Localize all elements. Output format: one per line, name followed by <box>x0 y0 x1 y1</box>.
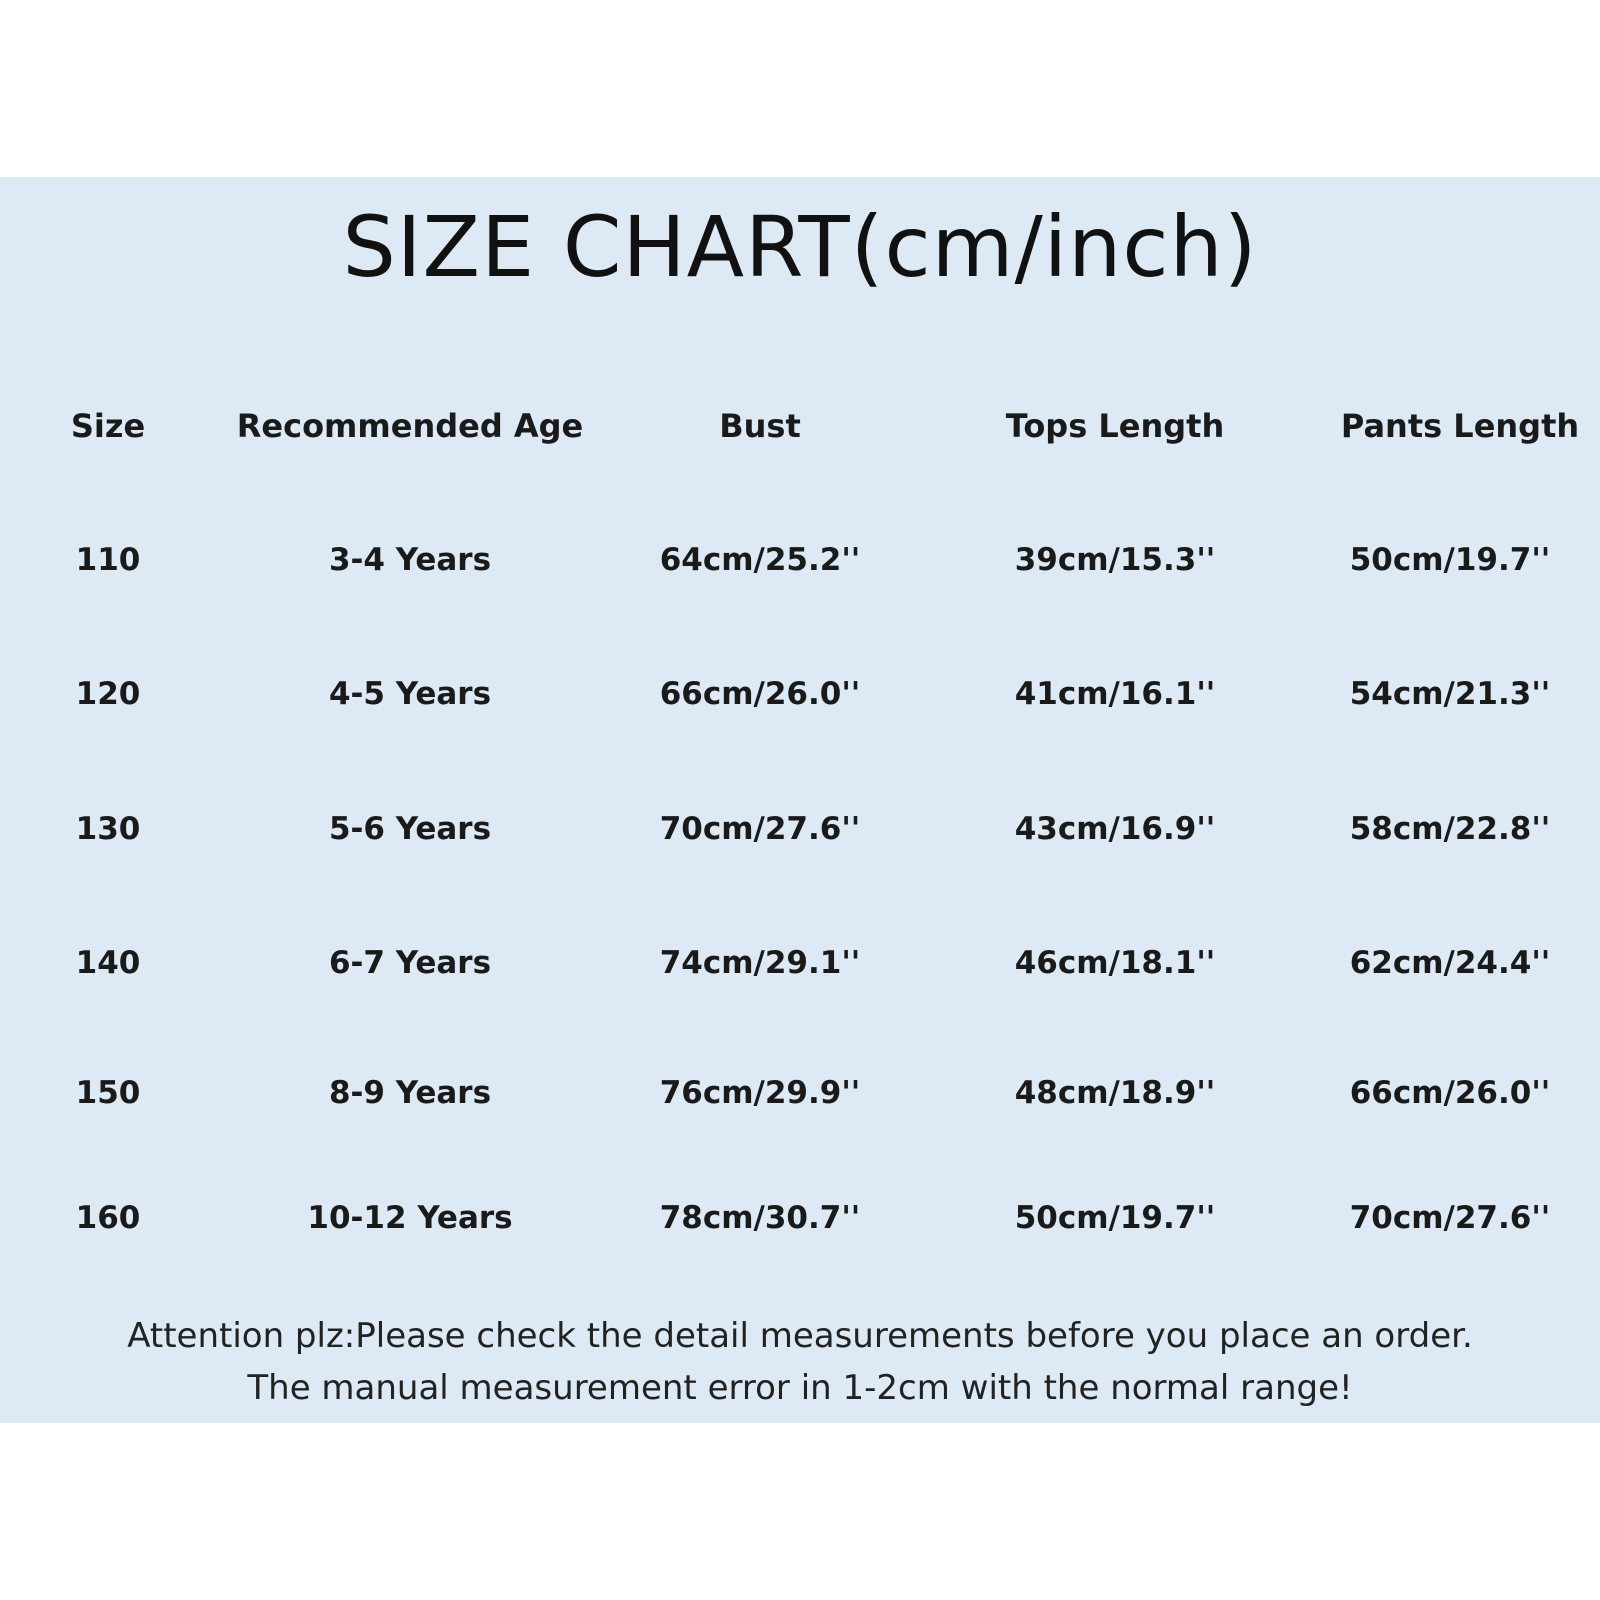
table-row <box>0 1188 1600 1248</box>
cell-tops-length: 43cm/16.9'' <box>1014 811 1216 847</box>
cell-tops-length: 41cm/16.1'' <box>1014 676 1216 712</box>
cell-tops-length: 48cm/18.9'' <box>1014 1075 1216 1111</box>
table-row <box>0 530 1600 590</box>
cell-bust: 70cm/27.6'' <box>659 811 861 847</box>
table-row <box>0 664 1600 724</box>
table-row <box>0 799 1600 859</box>
measurement-error-note: The manual measurement error in 1-2cm with the normal range! <box>247 1368 1353 1408</box>
cell-bust: 78cm/30.7'' <box>659 1200 861 1236</box>
cell-size: 150 <box>75 1075 141 1111</box>
cell-bust: 64cm/25.2'' <box>659 542 861 578</box>
table-header-row <box>0 396 1600 456</box>
cell-bust: 74cm/29.1'' <box>659 945 861 981</box>
cell-age: 5-6 Years <box>328 811 492 847</box>
cell-size: 110 <box>75 542 141 578</box>
cell-tops-length: 50cm/19.7'' <box>1014 1200 1216 1236</box>
cell-size: 160 <box>75 1200 141 1236</box>
cell-tops-length: 39cm/15.3'' <box>1014 542 1216 578</box>
cell-pants-length: 54cm/21.3'' <box>1349 676 1551 712</box>
cell-age: 10-12 Years <box>307 1200 513 1236</box>
cell-bust: 76cm/29.9'' <box>659 1075 861 1111</box>
cell-age: 4-5 Years <box>328 676 492 712</box>
cell-pants-length: 62cm/24.4'' <box>1349 945 1551 981</box>
cell-pants-length: 70cm/27.6'' <box>1349 1200 1551 1236</box>
size-chart-title: SIZE CHART(cm/inch) <box>342 198 1258 296</box>
header-tops-length: Tops Length <box>1005 407 1225 445</box>
cell-pants-length: 58cm/22.8'' <box>1349 811 1551 847</box>
cell-pants-length: 50cm/19.7'' <box>1349 542 1551 578</box>
cell-tops-length: 46cm/18.1'' <box>1014 945 1216 981</box>
header-bust: Bust <box>719 407 801 445</box>
cell-age: 3-4 Years <box>328 542 492 578</box>
header-size: Size <box>70 407 146 445</box>
table-row <box>0 933 1600 993</box>
cell-age: 8-9 Years <box>328 1075 492 1111</box>
cell-bust: 66cm/26.0'' <box>659 676 861 712</box>
cell-size: 120 <box>75 676 141 712</box>
table-row <box>0 1063 1600 1123</box>
cell-size: 130 <box>75 811 141 847</box>
header-pants-length: Pants Length <box>1340 407 1580 445</box>
cell-size: 140 <box>75 945 141 981</box>
header-recommended-age: Recommended Age <box>236 407 584 445</box>
cell-pants-length: 66cm/26.0'' <box>1349 1075 1551 1111</box>
cell-age: 6-7 Years <box>328 945 492 981</box>
attention-note: Attention plz:Please check the detail measurements before you place an order. <box>127 1316 1473 1356</box>
